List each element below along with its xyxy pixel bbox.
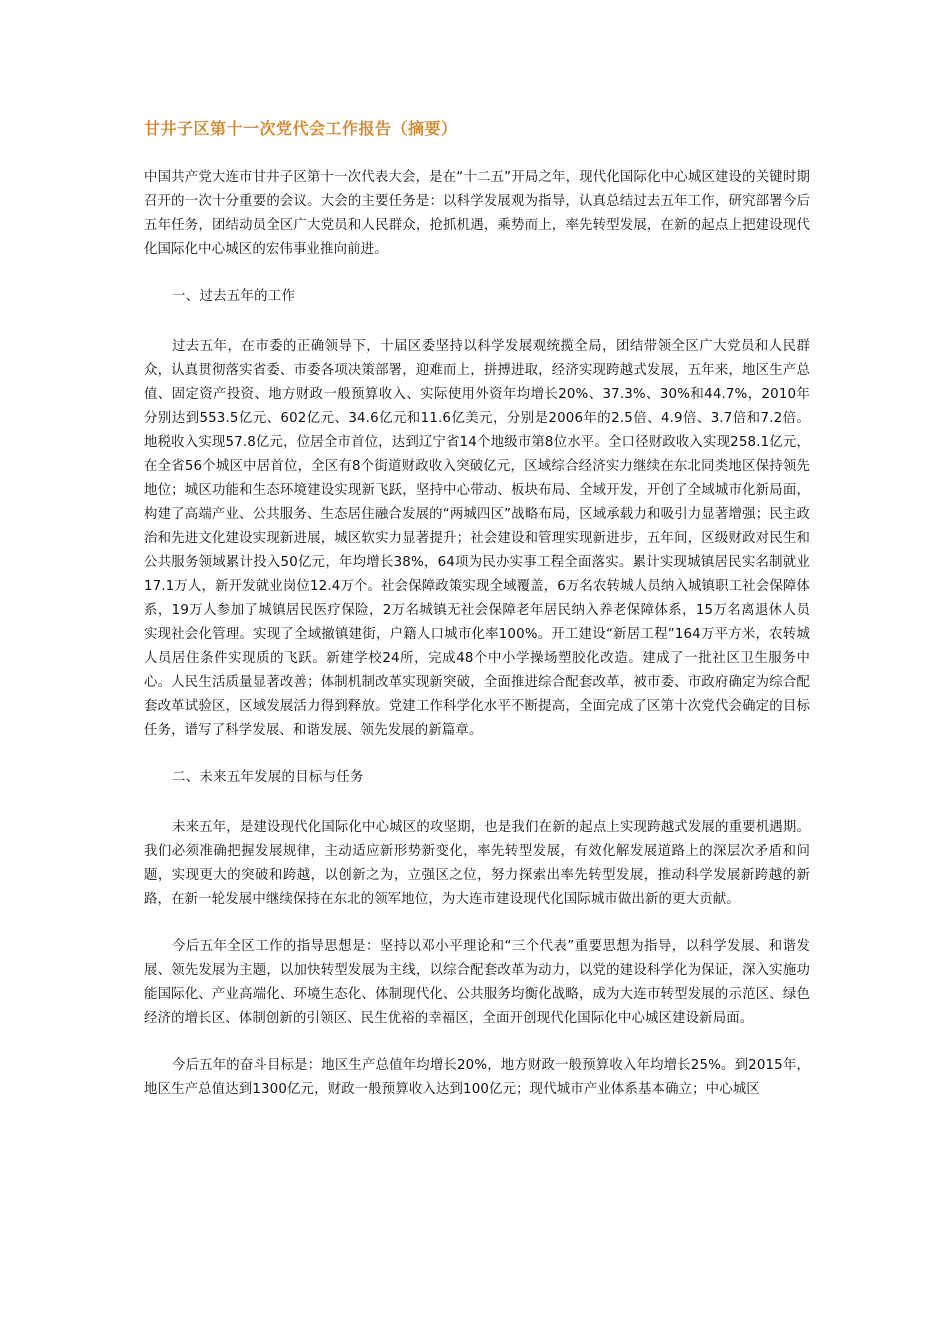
spacer	[144, 1031, 810, 1054]
body-paragraph: 未来五年，是建设现代化国际化中心城区的攻坚期，也是我们在新的起点上实现跨越式发展的重要机遇期。我们必须准确把握发展规律，主动适应新形势新变化，率先转型发展，有效化解发展道路上的深层次矛盾和问题，实现更大的突破和跨越，以创新之为，立强区之位，努力探索出率先转型发展，推动科学发展新跨越的新路，在新一轮发展中继续保持在东北的领军地位，为大连市建设现代化国际城市做出新的更大贡献。	[144, 820, 810, 907]
spacer	[144, 790, 810, 816]
spacer	[144, 262, 810, 285]
document-body	[144, 166, 810, 1102]
body-paragraph: 过去五年，在市委的正确领导下，十届区委坚持以科学发展观统揽全局，团结带领全区广大党员和人民群众，认真贯彻落实省委、市委各项决策部署，迎难而上，拼搏进取，经济实现跨越式发展，五年来，地区生产总值、固定资产投资、地方财政一般预算收入、实际使用外资年均增长20%、37.3%、30%和44.7%，2010年分别达到553.5亿元、602亿元、34.6亿元和11.6亿美元，分别是2006年的2.5倍、4.9倍、3.7倍和7.2倍。地税收入实现57.8亿元，位居全市首位，达到辽宁省14个地级市第8位水平。全口径财政收入实现258.1亿元，在全省56个城区中居首位，全区有8个街道财政收入突破亿元，区域综合经济实力继续在东北同类地区保持领先地位；城区功能和生态环境建设实现新飞跃，坚持中心带动、板块布局、全域开发，开创了全域城市化新局面，构建了高端产业、公共服务、生态居住融合发展的“两城四区”战略布局，区域承载力和吸引力显著增强；民主政治和先进文化建设实现新进展，城区软实力显著提升；社会建设和管理实现新进步，五年间，区级财政对民生和公共服务领域累计投入50亿元，年均增长38%，64项为民办实事工程全面落实。累计实现城镇居民实名制就业17.1万人，新开发就业岗位12.4万个。社会保障政策实现全域覆盖，6万名农转城人员纳入城镇职工社会保障体系，19万人参加了城镇居民医疗保险，2万名城镇无社会保障老年居民纳入养老保障体系，15万名离退休人员实现社会化管理。实现了全域撤镇建街，户籍人口城市化率100%。开工建设“新居工程”164万平方米，农转城人员居住条件实现质的飞跃。新建学校24所，完成48个中小学操场塑胶化改造。建成了一批社区卫生服务中心。人民生活质量显著改善；体制机制改革实现新突破，全面推进综合配套改革，被市委、市政府确定为综合配套改革试验区，区域发展活力得到释放。党建工作科学化水平不断提高，全面完成了区第十次党代会确定的目标任务，谱写了科学发展、和谐发展、领先发展的新篇章。	[144, 339, 810, 738]
document-title: 甘井子区第十一次党代会工作报告（摘要）	[144, 119, 458, 138]
body-paragraph: 今后五年全区工作的指导思想是：坚持以邓小平理论和“三个代表”重要思想为指导，以科学发展、和谐发展、领先发展为主题，以加快转型发展为主线，以综合配套改革为动力，以党的建设科学化为保证，深入实施功能国际化、产业高端化、环境生态化、体制现代化、公共服务均衡化战略，成为大连市转型发展的示范区、绿色经济的增长区、体制创新的引领区、民生优裕的幸福区，全面开创现代化国际化中心城区建设新局面。	[144, 939, 810, 1026]
section-heading: 一、过去五年的工作	[172, 289, 296, 304]
spacer	[144, 309, 810, 335]
intro-paragraph: 中国共产党大连市甘井子区第十一次代表大会，是在“十二五”开局之年，现代化国际化中心城区建设的关键时期召开的一次十分重要的会议。大会的主要任务是：以科学发展观为指导，认真总结过去五年工作，研究部署今后五年任务，团结动员全区广大党员和人民群众，抢抓机遇，乘势而上，率先转型发展，在新的起点上把建设现代化国际化中心城区的宏伟事业推向前进。	[144, 170, 810, 257]
body-paragraph: 今后五年的奋斗目标是：地区生产总值年均增长20%，地方财政一般预算收入年均增长25%。到2015年，地区生产总值达到1300亿元，财政一般预算收入达到100亿元；现代城市产业体系基本确立；中心城区	[144, 1058, 810, 1097]
spacer	[144, 912, 810, 935]
document-page	[144, 118, 810, 1102]
spacer	[144, 743, 810, 766]
section-heading: 二、未来五年发展的目标与任务	[172, 770, 364, 785]
